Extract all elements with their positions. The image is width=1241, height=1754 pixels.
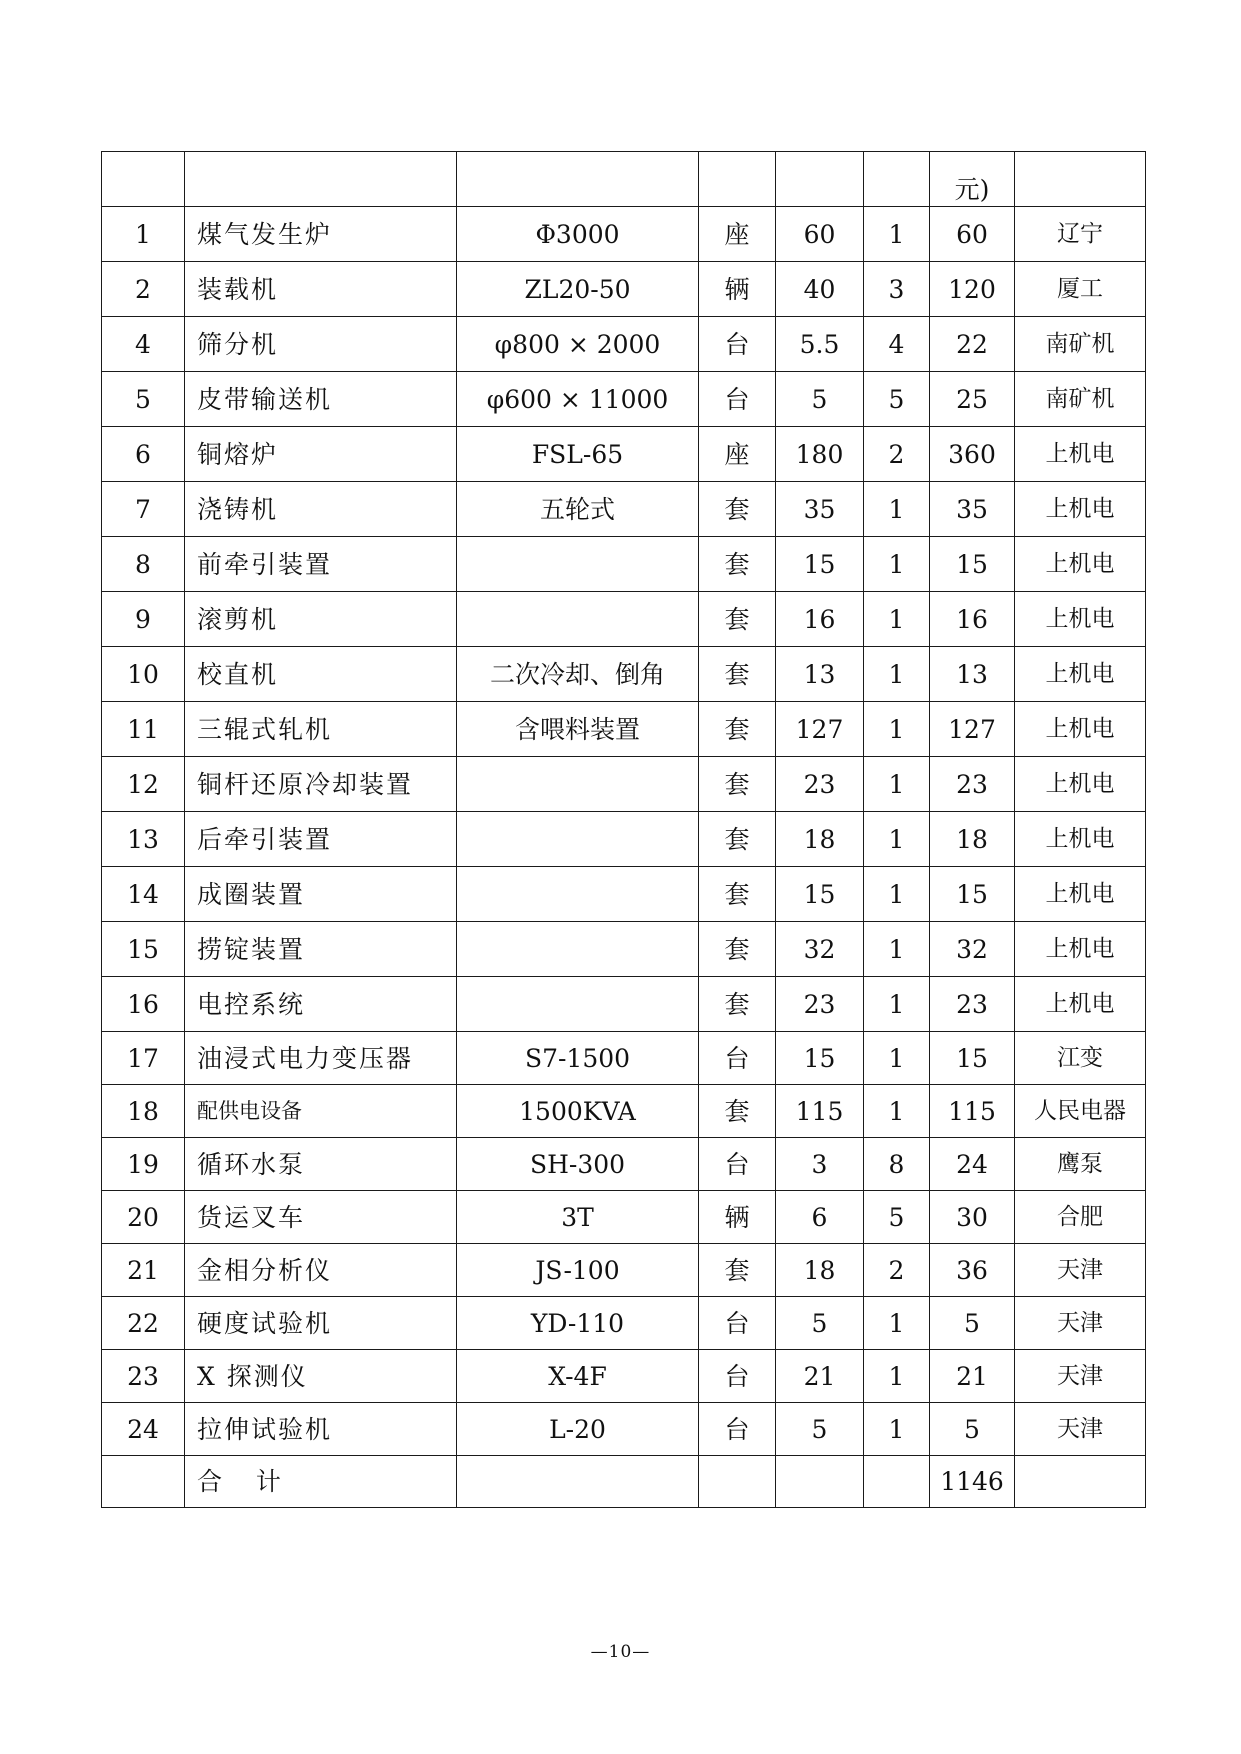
page-number: —10— xyxy=(590,1642,651,1662)
cell-spec xyxy=(457,757,699,812)
cell-no: 2 xyxy=(102,262,185,317)
cell-price: 18 xyxy=(776,812,864,867)
cell-maker: 南矿机 xyxy=(1015,317,1146,372)
cell-price: 5 xyxy=(776,1403,864,1456)
cell-maker: 上机电 xyxy=(1015,757,1146,812)
cell-unit: 台 xyxy=(699,1138,776,1191)
cell-no: 11 xyxy=(102,702,185,757)
cell-no: 5 xyxy=(102,372,185,427)
cell-price: 127 xyxy=(776,702,864,757)
cell-spec: Φ3000 xyxy=(457,207,699,262)
total-label: 合 计 xyxy=(185,1456,457,1508)
total-empty-cell xyxy=(699,1456,776,1508)
cell-unit: 套 xyxy=(699,537,776,592)
cell-name: 拉伸试验机 xyxy=(185,1403,457,1456)
cell-unit: 座 xyxy=(699,207,776,262)
cell-amount: 127 xyxy=(930,702,1015,757)
cell-qty: 1 xyxy=(864,977,930,1032)
cell-spec: FSL-65 xyxy=(457,427,699,482)
cell-name: 循环水泵 xyxy=(185,1138,457,1191)
table-row xyxy=(102,427,1146,482)
cell-unit: 台 xyxy=(699,372,776,427)
cell-name: 金相分析仪 xyxy=(185,1244,457,1297)
cell-unit: 台 xyxy=(699,317,776,372)
cell-no: 14 xyxy=(102,867,185,922)
cell-price: 60 xyxy=(776,207,864,262)
header-cell-unit xyxy=(699,152,776,207)
cell-price: 18 xyxy=(776,1244,864,1297)
cell-maker: 鹰泵 xyxy=(1015,1138,1146,1191)
cell-maker: 辽宁 xyxy=(1015,207,1146,262)
cell-spec: X-4F xyxy=(457,1350,699,1403)
cell-amount: 25 xyxy=(930,372,1015,427)
total-empty-cell xyxy=(457,1456,699,1508)
cell-price: 180 xyxy=(776,427,864,482)
cell-qty: 5 xyxy=(864,372,930,427)
cell-no: 8 xyxy=(102,537,185,592)
cell-qty: 1 xyxy=(864,1350,930,1403)
cell-amount: 22 xyxy=(930,317,1015,372)
cell-name: 滚剪机 xyxy=(185,592,457,647)
total-empty-cell xyxy=(1015,1456,1146,1508)
cell-qty: 1 xyxy=(864,922,930,977)
cell-no: 15 xyxy=(102,922,185,977)
cell-no: 21 xyxy=(102,1244,185,1297)
cell-unit: 台 xyxy=(699,1403,776,1456)
cell-qty: 1 xyxy=(864,537,930,592)
cell-amount: 15 xyxy=(930,867,1015,922)
cell-spec: 二次冷却、倒角 xyxy=(457,647,699,702)
cell-amount: 23 xyxy=(930,977,1015,1032)
table-row xyxy=(102,922,1146,977)
cell-amount: 15 xyxy=(930,537,1015,592)
header-cell-maker xyxy=(1015,152,1146,207)
cell-qty: 1 xyxy=(864,207,930,262)
cell-name: 货运叉车 xyxy=(185,1191,457,1244)
cell-spec: SH-300 xyxy=(457,1138,699,1191)
total-amount: 1146 xyxy=(930,1456,1015,1508)
cell-maker: 上机电 xyxy=(1015,482,1146,537)
cell-maker: 上机电 xyxy=(1015,977,1146,1032)
cell-maker: 上机电 xyxy=(1015,592,1146,647)
cell-no: 4 xyxy=(102,317,185,372)
table-row xyxy=(102,592,1146,647)
cell-qty: 1 xyxy=(864,1032,930,1085)
cell-spec xyxy=(457,537,699,592)
cell-name: 三辊式轧机 xyxy=(185,702,457,757)
cell-spec: φ800 × 2000 xyxy=(457,317,699,372)
table-row xyxy=(102,867,1146,922)
table-row xyxy=(102,1403,1146,1456)
table-row xyxy=(102,1244,1146,1297)
cell-price: 40 xyxy=(776,262,864,317)
cell-amount: 35 xyxy=(930,482,1015,537)
cell-maker: 天津 xyxy=(1015,1350,1146,1403)
cell-price: 35 xyxy=(776,482,864,537)
cell-maker: 厦工 xyxy=(1015,262,1146,317)
cell-maker: 南矿机 xyxy=(1015,372,1146,427)
equipment-table xyxy=(101,151,1146,1508)
table-row xyxy=(102,1032,1146,1085)
cell-name: 前牵引装置 xyxy=(185,537,457,592)
cell-name: 电控系统 xyxy=(185,977,457,1032)
cell-price: 5 xyxy=(776,372,864,427)
cell-amount: 24 xyxy=(930,1138,1015,1191)
cell-qty: 1 xyxy=(864,757,930,812)
cell-amount: 5 xyxy=(930,1297,1015,1350)
cell-price: 13 xyxy=(776,647,864,702)
cell-spec: 1500KVA xyxy=(457,1085,699,1138)
table-row xyxy=(102,1350,1146,1403)
cell-unit: 台 xyxy=(699,1297,776,1350)
cell-qty: 5 xyxy=(864,1191,930,1244)
cell-name: 校直机 xyxy=(185,647,457,702)
cell-name: 筛分机 xyxy=(185,317,457,372)
cell-qty: 8 xyxy=(864,1138,930,1191)
cell-qty: 1 xyxy=(864,702,930,757)
cell-price: 23 xyxy=(776,977,864,1032)
cell-qty: 1 xyxy=(864,1403,930,1456)
table-row xyxy=(102,482,1146,537)
total-empty-cell xyxy=(776,1456,864,1508)
cell-amount: 21 xyxy=(930,1350,1015,1403)
table-row xyxy=(102,372,1146,427)
cell-amount: 13 xyxy=(930,647,1015,702)
cell-name: 装载机 xyxy=(185,262,457,317)
cell-qty: 4 xyxy=(864,317,930,372)
cell-price: 6 xyxy=(776,1191,864,1244)
cell-price: 32 xyxy=(776,922,864,977)
cell-amount: 18 xyxy=(930,812,1015,867)
header-cell-price xyxy=(776,152,864,207)
cell-spec: S7-1500 xyxy=(457,1032,699,1085)
cell-qty: 2 xyxy=(864,427,930,482)
table-row xyxy=(102,812,1146,867)
cell-name: 硬度试验机 xyxy=(185,1297,457,1350)
table-header-continuation-row xyxy=(102,152,1146,207)
cell-unit: 套 xyxy=(699,812,776,867)
cell-price: 23 xyxy=(776,757,864,812)
cell-spec: JS-100 xyxy=(457,1244,699,1297)
cell-unit: 套 xyxy=(699,1244,776,1297)
cell-unit: 套 xyxy=(699,647,776,702)
cell-unit: 套 xyxy=(699,1085,776,1138)
cell-name: 配供电设备 xyxy=(185,1085,457,1138)
total-row xyxy=(102,1456,1146,1508)
cell-no: 10 xyxy=(102,647,185,702)
cell-unit: 套 xyxy=(699,757,776,812)
cell-price: 15 xyxy=(776,867,864,922)
cell-amount: 23 xyxy=(930,757,1015,812)
cell-spec xyxy=(457,922,699,977)
table-row xyxy=(102,262,1146,317)
cell-amount: 32 xyxy=(930,922,1015,977)
table-row xyxy=(102,207,1146,262)
cell-name: 成圈装置 xyxy=(185,867,457,922)
cell-no: 1 xyxy=(102,207,185,262)
cell-spec: 五轮式 xyxy=(457,482,699,537)
cell-spec xyxy=(457,592,699,647)
cell-unit: 套 xyxy=(699,482,776,537)
cell-price: 15 xyxy=(776,537,864,592)
cell-amount: 360 xyxy=(930,427,1015,482)
cell-amount: 16 xyxy=(930,592,1015,647)
cell-name: 浇铸机 xyxy=(185,482,457,537)
cell-maker: 天津 xyxy=(1015,1244,1146,1297)
cell-name: 铜熔炉 xyxy=(185,427,457,482)
cell-maker: 天津 xyxy=(1015,1297,1146,1350)
cell-name: 捞锭装置 xyxy=(185,922,457,977)
table-row xyxy=(102,1085,1146,1138)
table-row xyxy=(102,1138,1146,1191)
cell-unit: 套 xyxy=(699,922,776,977)
header-cell-no xyxy=(102,152,185,207)
cell-amount: 120 xyxy=(930,262,1015,317)
cell-unit: 台 xyxy=(699,1350,776,1403)
cell-amount: 36 xyxy=(930,1244,1015,1297)
table-row xyxy=(102,537,1146,592)
cell-no: 19 xyxy=(102,1138,185,1191)
cell-spec: 3T xyxy=(457,1191,699,1244)
header-cell-qty xyxy=(864,152,930,207)
cell-price: 3 xyxy=(776,1138,864,1191)
cell-maker: 人民电器 xyxy=(1015,1085,1146,1138)
cell-spec: L-20 xyxy=(457,1403,699,1456)
cell-price: 5.5 xyxy=(776,317,864,372)
cell-amount: 60 xyxy=(930,207,1015,262)
cell-no: 13 xyxy=(102,812,185,867)
cell-unit: 套 xyxy=(699,592,776,647)
cell-unit: 套 xyxy=(699,702,776,757)
cell-maker: 上机电 xyxy=(1015,427,1146,482)
total-empty-cell xyxy=(102,1456,185,1508)
cell-qty: 1 xyxy=(864,1085,930,1138)
cell-spec xyxy=(457,812,699,867)
cell-name: 油浸式电力变压器 xyxy=(185,1032,457,1085)
cell-qty: 1 xyxy=(864,482,930,537)
cell-unit: 套 xyxy=(699,977,776,1032)
header-cell-name xyxy=(185,152,457,207)
cell-unit: 套 xyxy=(699,867,776,922)
cell-maker: 上机电 xyxy=(1015,867,1146,922)
cell-maker: 上机电 xyxy=(1015,812,1146,867)
cell-amount: 15 xyxy=(930,1032,1015,1085)
cell-price: 5 xyxy=(776,1297,864,1350)
cell-no: 17 xyxy=(102,1032,185,1085)
cell-amount: 115 xyxy=(930,1085,1015,1138)
cell-amount: 30 xyxy=(930,1191,1015,1244)
cell-maker: 天津 xyxy=(1015,1403,1146,1456)
table-row xyxy=(102,317,1146,372)
cell-no: 24 xyxy=(102,1403,185,1456)
cell-no: 22 xyxy=(102,1297,185,1350)
cell-qty: 1 xyxy=(864,867,930,922)
cell-maker: 江变 xyxy=(1015,1032,1146,1085)
cell-price: 21 xyxy=(776,1350,864,1403)
cell-qty: 1 xyxy=(864,812,930,867)
cell-qty: 1 xyxy=(864,647,930,702)
cell-spec: φ600 × 11000 xyxy=(457,372,699,427)
table-row xyxy=(102,702,1146,757)
cell-name: 煤气发生炉 xyxy=(185,207,457,262)
cell-price: 115 xyxy=(776,1085,864,1138)
table-row xyxy=(102,1191,1146,1244)
cell-price: 16 xyxy=(776,592,864,647)
cell-maker: 上机电 xyxy=(1015,647,1146,702)
cell-qty: 1 xyxy=(864,592,930,647)
cell-no: 12 xyxy=(102,757,185,812)
cell-spec: YD-110 xyxy=(457,1297,699,1350)
total-empty-cell xyxy=(864,1456,930,1508)
cell-name: X 探测仪 xyxy=(185,1350,457,1403)
table-body xyxy=(102,152,1146,1508)
cell-unit: 辆 xyxy=(699,1191,776,1244)
table-row xyxy=(102,647,1146,702)
table-row xyxy=(102,977,1146,1032)
cell-amount: 5 xyxy=(930,1403,1015,1456)
cell-unit: 座 xyxy=(699,427,776,482)
cell-price: 15 xyxy=(776,1032,864,1085)
cell-maker: 上机电 xyxy=(1015,537,1146,592)
cell-name: 皮带输送机 xyxy=(185,372,457,427)
cell-unit: 辆 xyxy=(699,262,776,317)
cell-name: 铜杆还原冷却装置 xyxy=(185,757,457,812)
cell-no: 20 xyxy=(102,1191,185,1244)
cell-qty: 2 xyxy=(864,1244,930,1297)
cell-no: 9 xyxy=(102,592,185,647)
cell-spec xyxy=(457,867,699,922)
cell-spec: 含喂料装置 xyxy=(457,702,699,757)
cell-no: 18 xyxy=(102,1085,185,1138)
cell-no: 23 xyxy=(102,1350,185,1403)
cell-name: 后牵引装置 xyxy=(185,812,457,867)
header-cell-spec xyxy=(457,152,699,207)
cell-spec: ZL20-50 xyxy=(457,262,699,317)
table-row xyxy=(102,1297,1146,1350)
cell-no: 16 xyxy=(102,977,185,1032)
cell-no: 6 xyxy=(102,427,185,482)
cell-no: 7 xyxy=(102,482,185,537)
cell-qty: 1 xyxy=(864,1297,930,1350)
cell-maker: 上机电 xyxy=(1015,922,1146,977)
table-row xyxy=(102,757,1146,812)
cell-unit: 台 xyxy=(699,1032,776,1085)
cell-spec xyxy=(457,977,699,1032)
header-cell-amount-unit: 元) xyxy=(930,152,1015,207)
cell-qty: 3 xyxy=(864,262,930,317)
cell-maker: 合肥 xyxy=(1015,1191,1146,1244)
cell-maker: 上机电 xyxy=(1015,702,1146,757)
